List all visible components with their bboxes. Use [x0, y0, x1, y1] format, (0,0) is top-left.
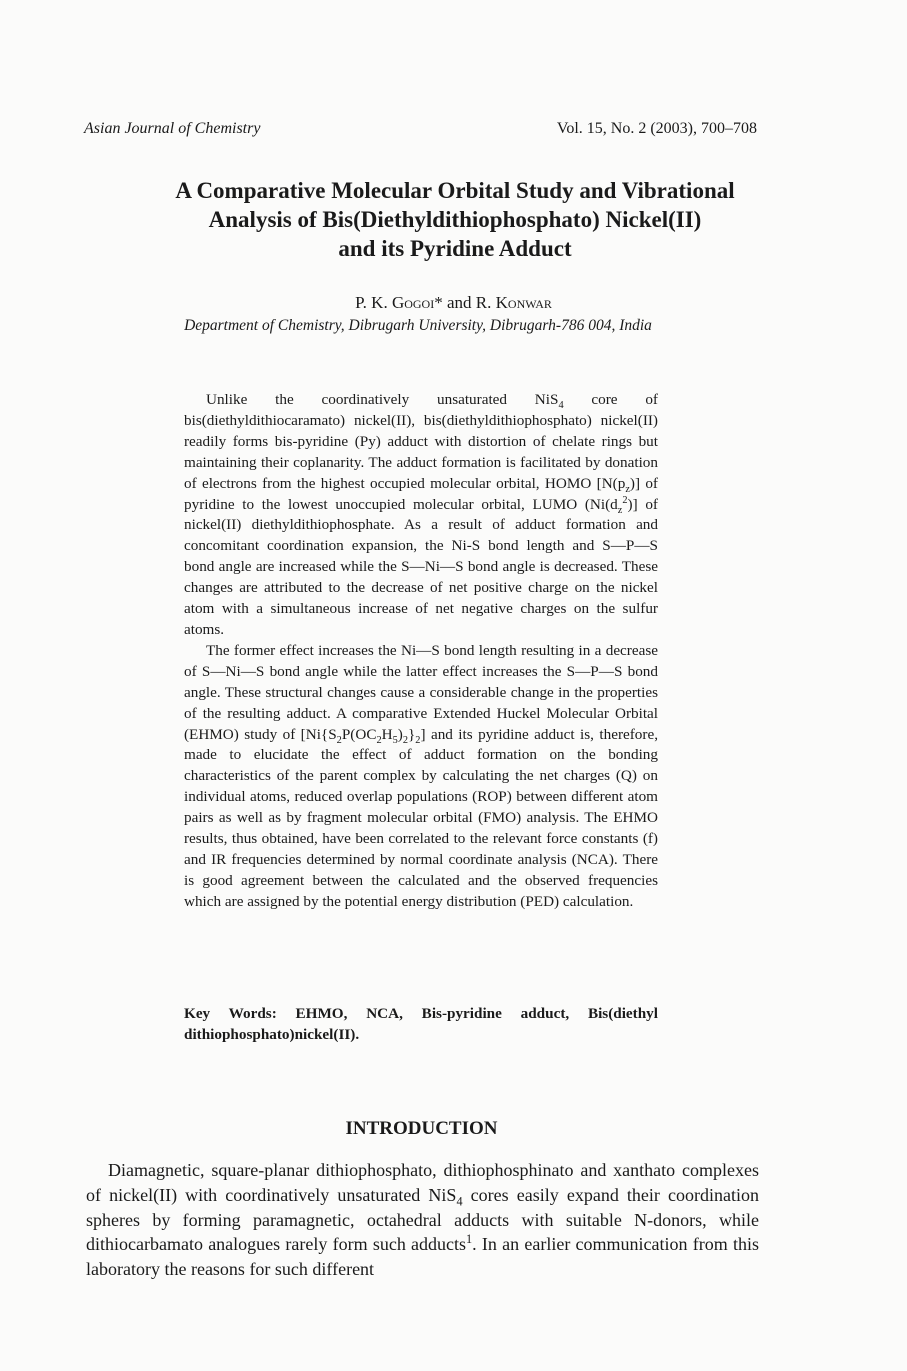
author-joiner: and	[442, 293, 476, 312]
key-words: Key Words: EHMO, NCA, Bis-pyridine adduct, Bis(diethyl dithiophosphato)nickel(II).	[184, 1005, 658, 1043]
introduction-paragraph: Diamagnetic, square-planar dithiophosphato, dithiophosphinato and xanthato complexes of nickel(II) with coordinatively unsaturated NiS$_4$ cores easily expand their coordination spheres by forming paramagnetic, octahedral adducts with suitable N-donors, while dithiocarbamato analogues rarely form such adducts$^1$. In an earlier communication from this laboratory the reasons for such different	[86, 1160, 759, 1280]
title-line-2: Analysis of Bis(Diethyldithiophosphato) Nickel(II)	[208, 207, 702, 232]
abstract-paragraph-1: Unlike the coordinatively unsaturated NiS$_4$ core of bis(diethyldithiocaramato) nickel(II), bis(diethyldithiophosphato) nickel(II) readily forms bis-pyridine (Py) adduct with distortion of chelate rings but maintaining their coplanarity. The adduct formation is facilitated by donation of electrons from the highest occupied molecular orbital, HOMO $[N(p_z)]$ of pyridine to the lowest unoccupied molecular orbital, LUMO $(Ni(d_z^2)]$ of nickel(II) diethyldithiophosphate. As a result of adduct formation and concomitant coordination expansion, the Ni-S bond length and S—P—S bond angle are increased while the S—Ni—S bond angle is decreased. These changes are attributed to the decrease of net positive charge on the nickel atom with a simultaneous increase of net negative charges on the sulfur atoms.	[184, 391, 658, 638]
author-2-initials: R.	[475, 293, 496, 312]
abstract-paragraph-2: The former effect increases the Ni—S bond length resulting in a decrease of S—Ni—S bond angle while the latter effect increases the S—P—S bond angle. These structural changes cause a considerable change in the properties of the resulting adduct. A comparative Extended Huckel Molecular Orbital (EHMO) study of $[Ni\{S_2P(OC_2H_5)_2\}_2]$ and its pyridine adduct is, therefore, made to elucidate the effect of adduct formation on the bonding characteristics of the parent complex by calculating the net charges (Q) on individual atoms, reduced overlap populations (ROP) between different atom pairs as well as by fragment molecular orbital (FMO) analysis. The EHMO results, thus obtained, have been correlated to the relevant force constants (f) and IR frequencies determined by normal coordinate analysis (NCA). There is good agreement between the calculated and the observed frequencies which are assigned by the potential energy distribution (PED) calculation.	[184, 641, 658, 910]
author-1-initials: P. K.	[355, 293, 392, 312]
author-2-surname: Konwar	[495, 293, 552, 312]
journal-name: Asian Journal of Chemistry	[84, 120, 261, 137]
author-1-surname: Gogoi	[391, 293, 435, 312]
introduction-body	[86, 1158, 759, 1282]
authors	[0, 293, 907, 313]
affiliation: Department of Chemistry, Dibrugarh University, Dibrugarh-786 004, India	[184, 317, 652, 334]
paper-title	[60, 176, 850, 263]
title-line-3: and its Pyridine Adduct	[338, 236, 572, 261]
reference-marker: 1	[466, 1232, 473, 1247]
abstract	[184, 390, 658, 913]
volume-info: Vol. 15, No. 2 (2003), 700–708	[556, 120, 757, 137]
section-heading-introduction: INTRODUCTION	[345, 1118, 498, 1139]
corresponding-mark: *	[434, 293, 443, 312]
title-line-1: A Comparative Molecular Orbital Study and Vibrational	[175, 178, 735, 203]
